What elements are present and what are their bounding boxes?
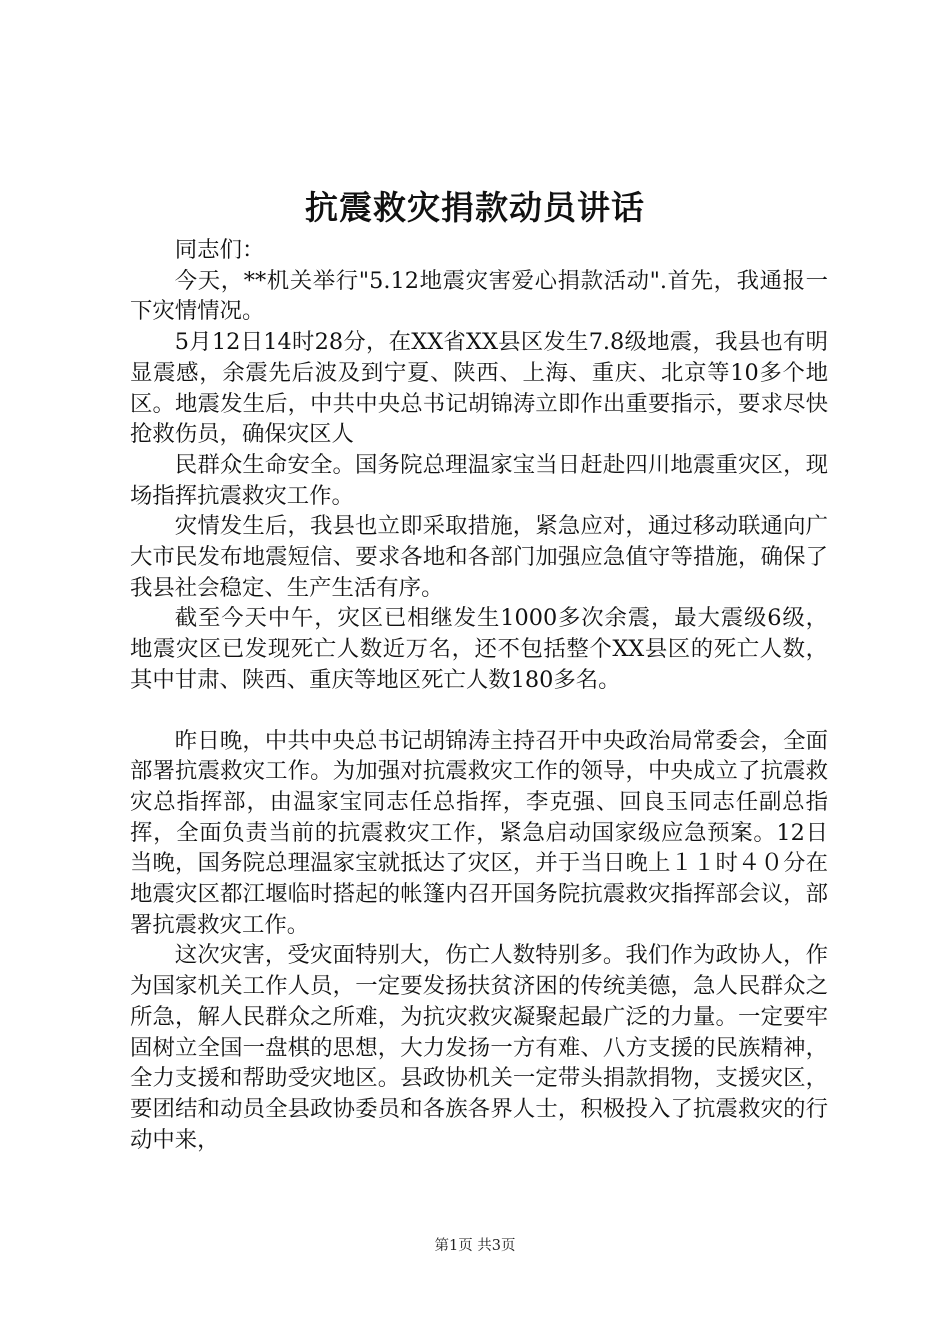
paragraph: 昨日晚，中共中央总书记胡锦涛主持召开中央政治局常委会，全面部署抗震救灾工作。为加强对抗震救灾工作的领导，中央成立了抗震救灾总指挥部，由温家宝同志任总指挥，李克强、回良玉同志任副总指挥，全面负责当前的抗震救灾工作，紧急启动国家级应急预案。12日当晚，国务院总理温家宝就抵达了灾区，并于当日晚上１１时４０分在地震灾区都江堰临时搭起的帐篷内召开国务院抗震救灾指挥部会议，部署抗震救灾工作。: [130, 727, 828, 938]
paragraph: 这次灾害，受灾面特别大，伤亡人数特别多。我们作为政协人，作为国家机关工作人员，一定要发扬扶贫济困的传统美德，急人民群众之所急，解人民群众之所难，为抗灾救灾凝聚起最广泛的力量。一定要牢固树立全国一盘棋的思想，大力发扬一方有难、八方支援的民族精神，全力支援和帮助受灾地区。县政协机关一定带头捐款捐物，支援灾区，要团结和动员全县政协委员和各族各界人士，积极投入了抗震救灾的行动中来，: [130, 942, 828, 1153]
paragraph: 灾情发生后，我县也立即采取措施，紧急应对，通过移动联通向广大市民发布地震短信、要求各地和各部门加强应急值守等措施，确保了我县社会稳定、生产生活有序。: [130, 513, 828, 601]
paragraph: 民群众生命安全。国务院总理温家宝当日赶赴四川地震重灾区，现场指挥抗震救灾工作。: [130, 451, 828, 509]
page-title: 抗震救灾捐款动员讲话: [305, 188, 645, 227]
paragraph-salutation: 同志们：: [174, 237, 265, 263]
paragraph: 今天，**机关举行"5.12地震灾害爱心捐款活动".首先，我通报一下灾情情况。: [130, 267, 828, 325]
document-body: [130, 235, 828, 1155]
paragraph: 截至今天中午，灾区已相继发生1000多次余震，最大震级6级，地震灾区已发现死亡人数近万名，还不包括整个XX县区的死亡人数，其中甘肃、陕西、重庆等地区死亡人数180多名。: [130, 605, 828, 693]
paragraph: 5月12日14时28分，在XX省XX县区发生7.8级地震，我县也有明显震感，余震先后波及到宁夏、陕西、上海、重庆、北京等10多个地区。地震发生后，中共中央总书记胡锦涛立即作出重要指示，要求尽快抢救伤员，确保灾区人: [130, 329, 828, 448]
page-footer: 第1页 共3页: [434, 1238, 516, 1254]
